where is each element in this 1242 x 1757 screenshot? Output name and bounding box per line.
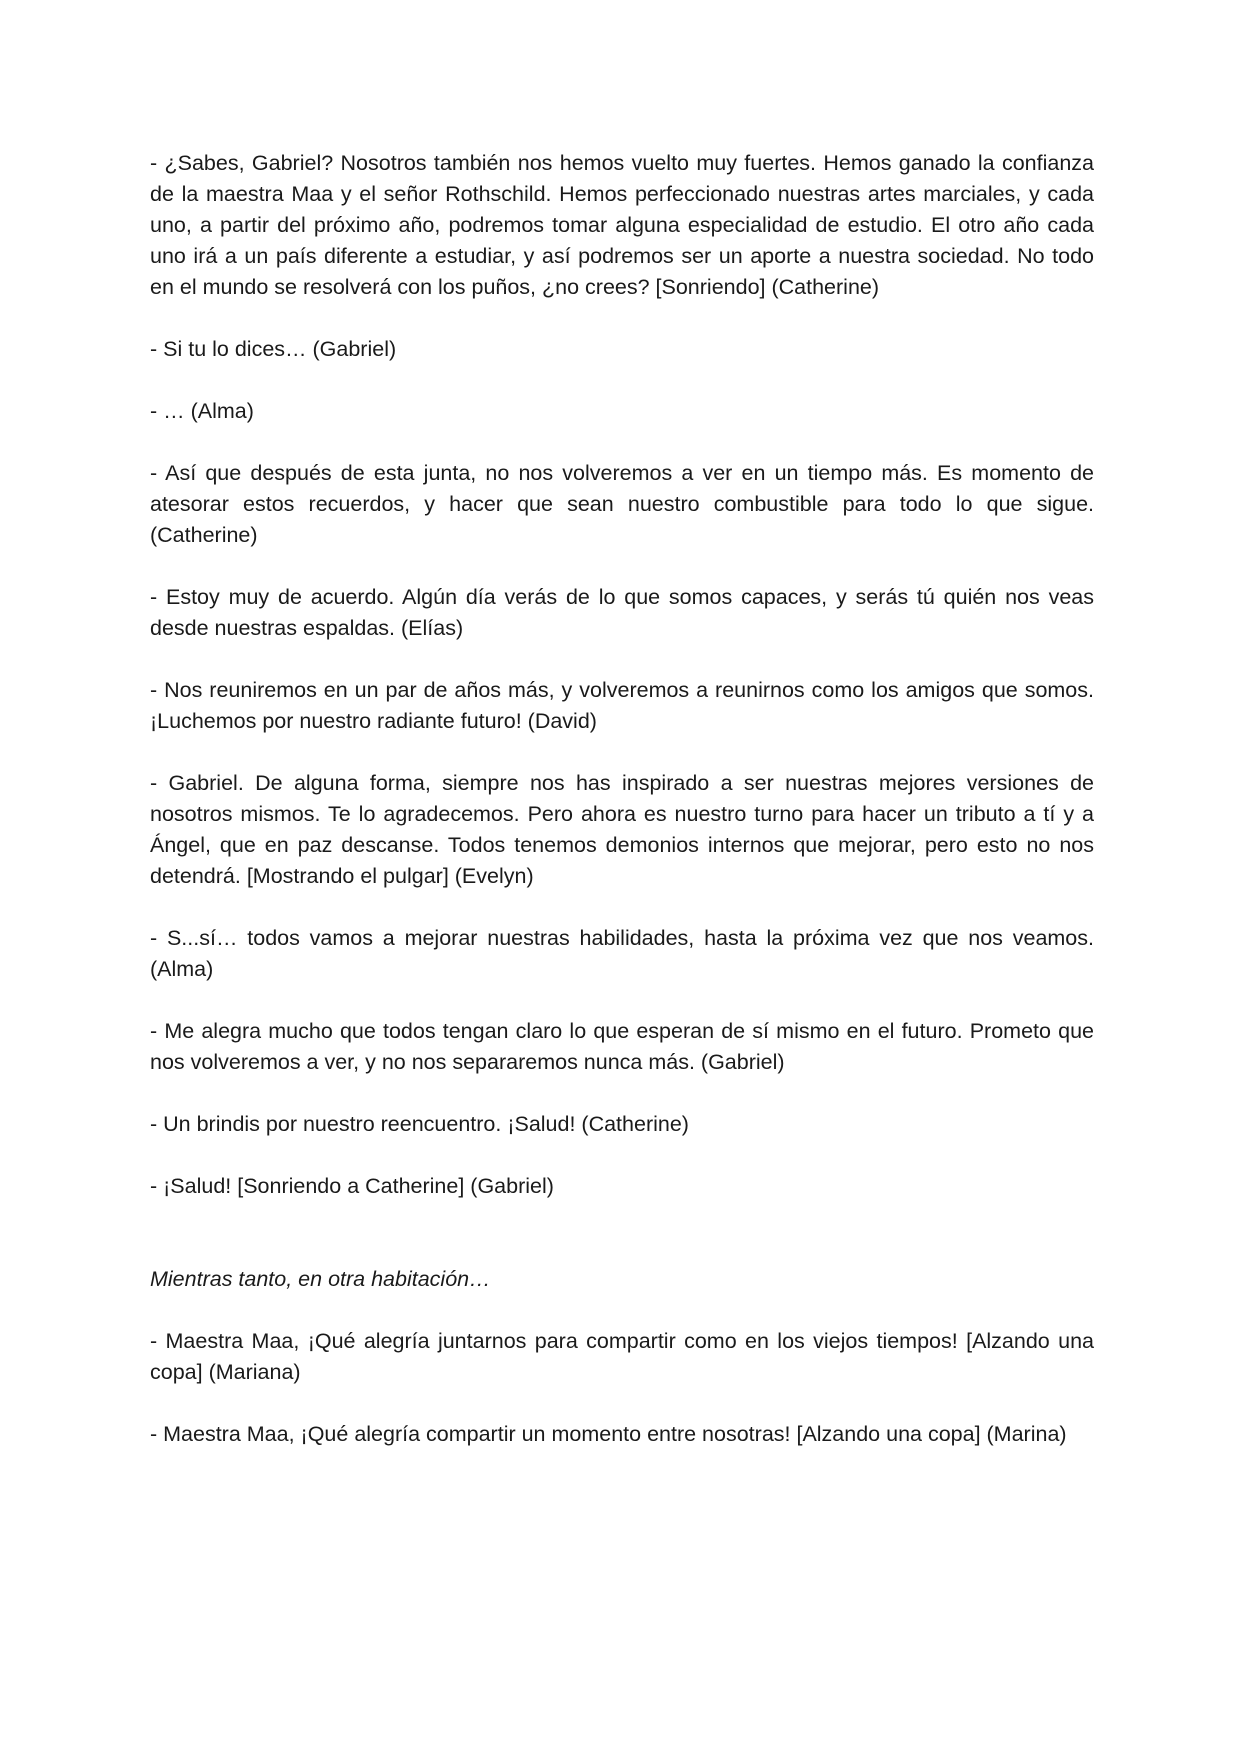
dialogue-paragraph: - Gabriel. De alguna forma, siempre nos has inspirado a ser nuestras mejores versiones de nosotros mismos. Te lo agradecemos. Pero ahora es nuestro turno para hacer un tributo a tí y a Ángel, que en paz descanse. Todos tenemos demonios internos que mejorar, pero esto no nos detendrá. [Mostrando el pulgar] (Evelyn) bbox=[150, 771, 1094, 888]
dialogue-paragraph: - S...sí… todos vamos a mejorar nuestras habilidades, hasta la próxima vez que nos veamos. (Alma) bbox=[150, 926, 1094, 981]
dialogue-paragraph: - Si tu lo dices… (Gabriel) bbox=[150, 337, 397, 361]
dialogue-paragraph: - Me alegra mucho que todos tengan claro lo que esperan de sí mismo en el futuro. Prometo que nos volveremos a ver, y no nos separaremos nunca más. (Gabriel) bbox=[150, 1019, 1094, 1074]
dialogue-paragraph: - Así que después de esta junta, no nos volveremos a ver en un tiempo más. Es momento de atesorar estos recuerdos, y hacer que sean nuestro combustible para todo lo que sigue. (Catherine) bbox=[150, 461, 1094, 547]
dialogue-paragraph: - Un brindis por nuestro reencuentro. ¡Salud! (Catherine) bbox=[150, 1112, 689, 1136]
dialogue-paragraph: - … (Alma) bbox=[150, 399, 254, 423]
dialogue-paragraph: - Maestra Maa, ¡Qué alegría juntarnos para compartir como en los viejos tiempos! [Alzando una copa] (Mariana) bbox=[150, 1329, 1094, 1384]
dialogue-paragraph: - ¡Salud! [Sonriendo a Catherine] (Gabriel) bbox=[150, 1174, 554, 1198]
document-body bbox=[150, 148, 1094, 1481]
dialogue-paragraph: - ¿Sabes, Gabriel? Nosotros también nos hemos vuelto muy fuertes. Hemos ganado la confianza de la maestra Maa y el señor Rothschild. Hemos perfeccionado nuestras artes marciales, y cada uno, a partir del próximo año, podremos tomar alguna especialidad de estudio. El otro año cada uno irá a un país diferente a estudiar, y así podremos ser un aporte a nuestra sociedad. No todo en el mundo se resolverá con los puños, ¿no crees? [Sonriendo] (Catherine) bbox=[150, 151, 1094, 299]
dialogue-paragraph: - Estoy muy de acuerdo. Algún día verás de lo que somos capaces, y serás tú quién nos veas desde nuestras espaldas. (Elías) bbox=[150, 585, 1094, 640]
dialogue-paragraph: - Maestra Maa, ¡Qué alegría compartir un momento entre nosotras! [Alzando una copa] (Marina) bbox=[150, 1422, 1067, 1446]
dialogue-paragraph: - Nos reuniremos en un par de años más, y volveremos a reunirnos como los amigos que somos. ¡Luchemos por nuestro radiante futuro! (David) bbox=[150, 678, 1094, 733]
scene-transition: Mientras tanto, en otra habitación… bbox=[150, 1267, 491, 1291]
